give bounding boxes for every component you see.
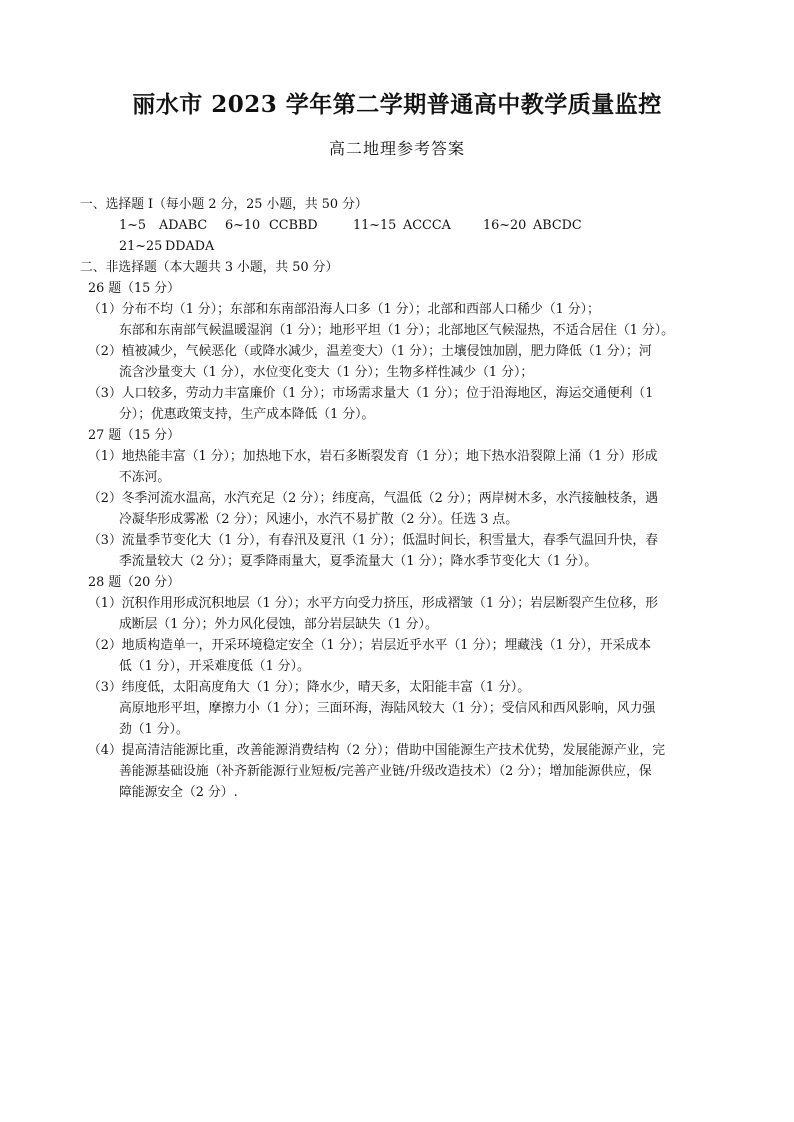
page-title: 丽水市 2023 学年第二学期普通高中教学质量监控 [132,91,662,118]
mcq-row-2 [119,238,214,256]
mcq-row-1 [119,217,582,235]
q26-line: 流含沙量变大（1 分），水位变化变大（1 分）；生物多样性减少（1 分）； [119,365,534,380]
page-subtitle: 高二地理参考答案 [328,139,465,158]
q28-line: （1）沉积作用形成沉积地层（1 分）；水平方向受力挤压，形成褶皱（1 分）；岩层断裂产生位移，形 [88,596,659,611]
q27-line: 不冻河。 [119,470,171,485]
q26-line: （2）植被减少，气候恶化（或降水减少，温差变大）（1 分）；土壤侵蚀加剧，肥力降低（1 分）；河 [88,344,652,359]
q28-line: 成断层（1 分）；外力风化侵蚀，部分岩层缺失（1 分）。 [119,617,438,632]
q27-heading: 27 题（15 分） [88,428,180,443]
mcq-answers: ACCCA [403,218,451,233]
q26-line: （1）分布不均（1 分）；东部和东南部沿海人口多（1 分）；北部和西部人口稀少（1 分）； [88,302,600,317]
mcq-answers: ABCDC [533,218,582,233]
q28-line: （3）纬度低，太阳高度角大（1 分）；降水少，晴天多，太阳能丰富（1 分）。 [88,680,531,695]
q26-heading: 26 题（15 分） [88,281,180,296]
mcq-answers: DDADA [165,239,215,254]
section2-heading: 二、非选择题（本大题共 3 小题，共 50 分） [80,260,339,275]
q28-line: 善能源基础设施（补齐新能源行业短板/完善产业链/升级改造技术）（2 分）；增加能源供应，保 [119,764,652,779]
mcq-range: 21~25 [119,239,163,254]
mcq-range: 6~10 [225,218,261,233]
q27-line: （1）地热能丰富（1 分）；加热地下水，岩石多断裂发育（1 分）；地下热水沿裂隙上涌（1 分）形成 [88,449,658,464]
q28-heading: 28 题（20 分） [88,575,180,590]
q28-line: 障能源安全（2 分）. [119,785,238,800]
q26-line: （3）人口较多，劳动力丰富廉价（1 分）；市场需求量大（1 分）；位于沿海地区，海运交通便利（1 [88,386,654,401]
q28-line: 高原地形平坦，摩擦力小（1 分）；三面环海，海陆风较大（1 分）；受信风和西风影响，风力强 [119,701,656,716]
q28-line: 低（1 分），开采难度低（1 分）。 [119,659,310,674]
q27-line: 季流量较大（2 分）；夏季降雨量大，夏季流量大（1 分）；降水季节变化大（1 分）。 [119,554,598,569]
mcq-answers: CCBBD [269,218,318,233]
q26-line: 东部和东南部气候温暖湿润（1 分）；地形平坦（1 分）；北部地区气候湿热，不适合居住（1 分）。 [119,323,674,338]
mcq-answers: ADABC [159,218,208,233]
q27-line: （3）流量季节变化大（1 分），有春汛及夏汛（1 分）；低温时间长，积雪量大，春季气温回升快，春 [88,533,659,548]
q27-line: （2）冬季河流水温高，水汽充足（2 分）；纬度高，气温低（2 分）；两岸树木多，水汽接触枝条，遇 [88,491,659,506]
mcq-range: 16~20 [483,218,527,233]
section1-heading: 一、选择题 I（每小题 2 分，25 小题，共 50 分） [80,197,368,212]
q27-line: 冷凝华形成雾凇（2 分）；风速小，水汽不易扩散（2 分）。任选 3 点。 [119,512,519,527]
mcq-range: 1~5 [119,218,147,233]
q26-line: 分）；优惠政策支持，生产成本降低（1 分）。 [119,407,375,422]
q28-line: 劲（1 分）。 [119,722,189,737]
q28-line: （4）提高清洁能源比重，改善能源消费结构（2 分）；借助中国能源生产技术优势，发展能源产业，完 [88,743,666,758]
q28-line: （2）地质构造单一，开采环境稳定安全（1 分）；岩层近乎水平（1 分）；埋藏浅（1 分），开采成本 [88,638,652,653]
mcq-range: 11~15 [353,218,397,233]
